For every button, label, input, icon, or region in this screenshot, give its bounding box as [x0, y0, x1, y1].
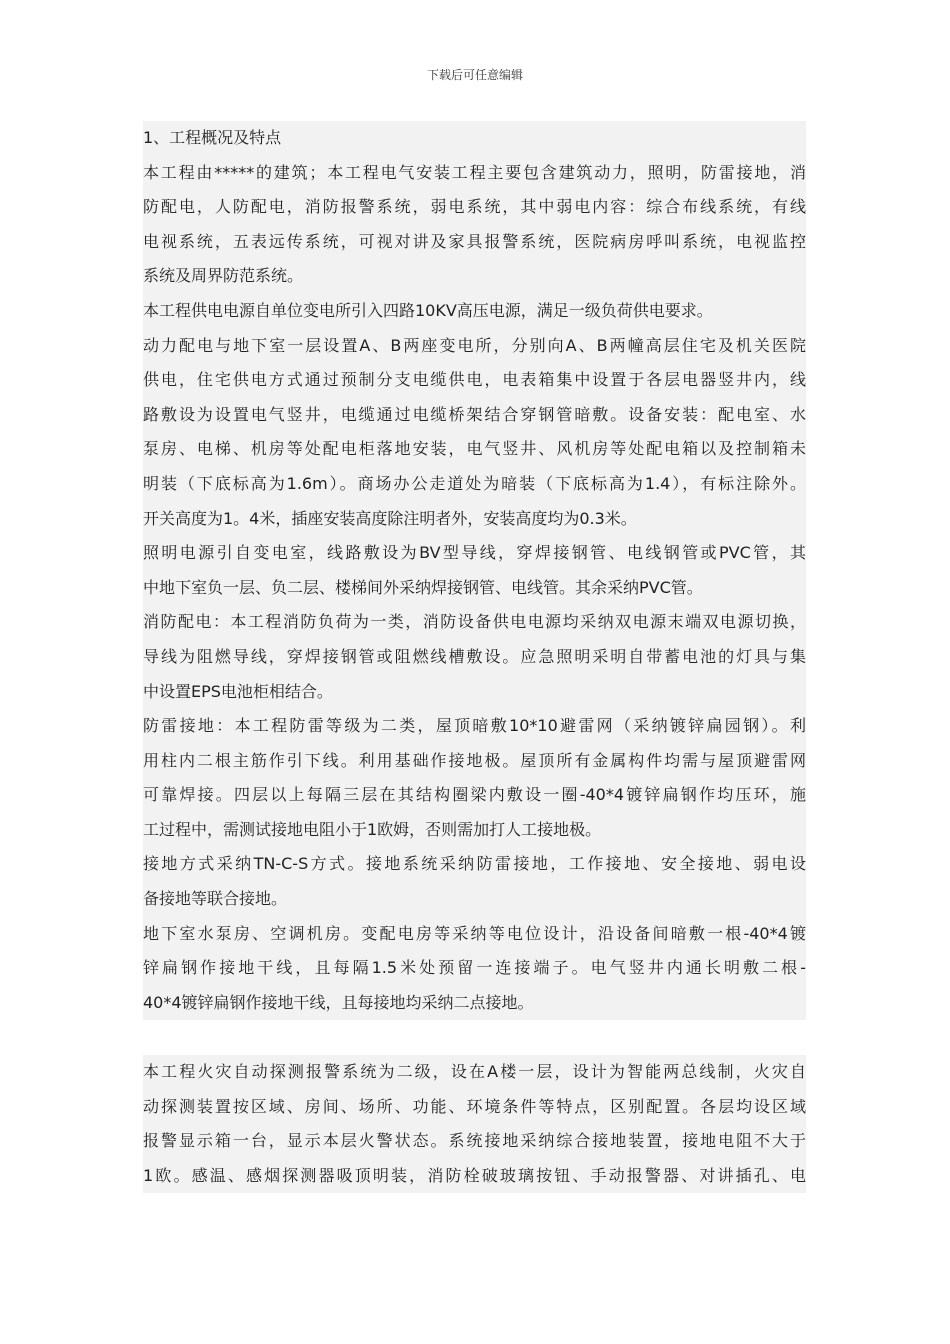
paragraph-line: 导线为阻燃导线，穿焊接钢管或阻燃线槽敷设。应急照明采明自带蓄电池的灯具与集	[143, 640, 806, 675]
paragraph-line: 本工程由*****的建筑；本工程电气安装工程主要包含建筑动力，照明，防雷接地，消	[143, 156, 806, 191]
paragraph-line: 本工程供电电源自单位变电所引入四路10KV高压电源，满足一级负荷供电要求。	[143, 294, 806, 329]
paragraph-line: 中地下室负一层、负二层、楼梯间外采纳焊接钢管、电线管。其余采纳PVC管。	[143, 571, 806, 606]
page-header-note: 下载后可任意编辑	[426, 68, 523, 82]
paragraph-line: 电视系统，五表远传系统，可视对讲及家具报警系统，医院病房呼叫系统，电视监控	[143, 225, 806, 260]
paragraph-line: 中设置EPS电池柜相结合。	[143, 675, 806, 710]
paragraph-line: 动探测装置按区域、房间、场所、功能、环境条件等特点，区别配置。各层均设区域	[143, 1090, 806, 1125]
paragraph-line: 消防配电：本工程消防负荷为一类，消防设备供电电源均采纳双电源末端双电源切换，	[143, 605, 806, 640]
paragraph-line: 照明电源引自变电室，线路敷设为BV型导线，穿焊接钢管、电线钢管或PVC管，其	[143, 536, 806, 571]
paragraph-line: 40*4镀锌扁钢作接地干线，且每接地均采纳二点接地。	[143, 986, 806, 1021]
paragraph-line: 接地方式采纳TN-C-S方式。接地系统采纳防雷接地，工作接地、安全接地、弱电设	[143, 847, 806, 882]
paragraph-line: 动力配电与地下室一层设置A、B两座变电所，分别向A、B两幢高层住宅及机关医院	[143, 329, 806, 364]
blank-line	[143, 1020, 806, 1055]
paragraph-line: 供电，住宅供电方式通过预制分支电缆供电，电表箱集中设置于各层电器竖井内，线	[143, 363, 806, 398]
paragraph-line: 防雷接地：本工程防雷等级为二类，屋顶暗敷10*10避雷网（采纳镀锌扁园钢）。利	[143, 709, 806, 744]
document-body	[143, 121, 806, 1193]
section-heading: 1、工程概况及特点	[143, 121, 806, 156]
paragraph-line: 开关高度为1。4米，插座安装高度除注明者外，安装高度均为0.3米。	[143, 502, 806, 537]
paragraph-line: 明装（下底标高为1.6m）。商场办公走道处为暗装（下底标高为1.4），有标注除外。	[143, 467, 806, 502]
paragraph-line: 用柱内二根主筋作引下线。利用基础作接地极。屋顶所有金属构件均需与屋顶避雷网	[143, 744, 806, 779]
paragraph-line: 报警显示箱一台，显示本层火警状态。系统接地采纳综合接地装置，接地电阻不大于	[143, 1124, 806, 1159]
paragraph-line: 可靠焊接。四层以上每隔三层在其结构圈梁内敷设一圈-40*4镀锌扁钢作均压环，施	[143, 778, 806, 813]
paragraph-line: 路敷设为设置电气竖井，电缆通过电缆桥架结合穿钢管暗敷。设备安装：配电室、水	[143, 398, 806, 433]
paragraph-line: 地下室水泵房、空调机房。变配电房等采纳等电位设计，沿设备间暗敷一根-40*4镀	[143, 917, 806, 952]
paragraph-line: 备接地等联合接地。	[143, 882, 806, 917]
paragraph-line: 锌扁钢作接地干线，且每隔1.5米处预留一连接端子。电气竖井内通长明敷二根-	[143, 951, 806, 986]
paragraph-line: 1欧。感温、感烟探测器吸顶明装，消防栓破玻璃按钮、手动报警器、对讲插孔、电	[143, 1159, 806, 1194]
paragraph-line: 系统及周界防范系统。	[143, 259, 806, 294]
paragraph-line: 泵房、电梯、机房等处配电柜落地安装，电气竖井、风机房等处配电箱以及控制箱未	[143, 432, 806, 467]
paragraph-line: 本工程火灾自动探测报警系统为二级，设在A楼一层，设计为智能两总线制，火灾自	[143, 1055, 806, 1090]
paragraph-line: 防配电，人防配电，消防报警系统，弱电系统，其中弱电内容：综合布线系统，有线	[143, 190, 806, 225]
paragraph-line: 工过程中，需测试接地电阻小于1欧姆，否则需加打人工接地极。	[143, 813, 806, 848]
